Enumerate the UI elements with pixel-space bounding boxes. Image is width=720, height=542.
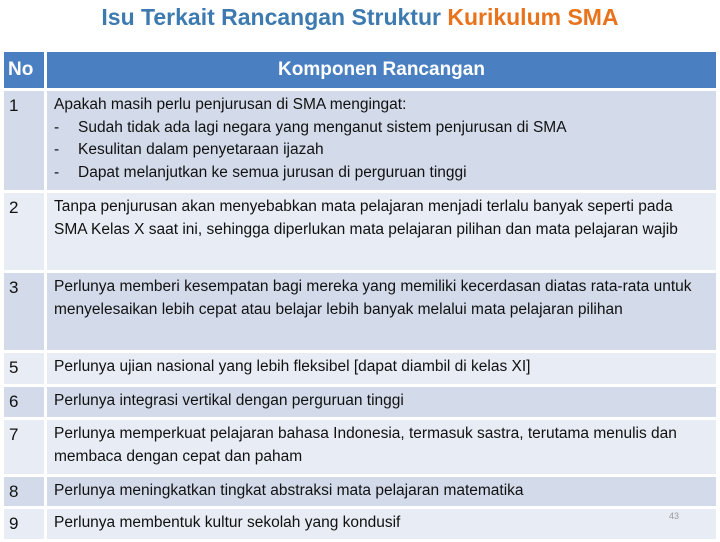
page-number: 43 — [669, 511, 680, 521]
row-number: 2 — [4, 193, 44, 270]
row-number: 6 — [4, 387, 44, 417]
dash-icon: - — [54, 118, 60, 136]
row-number: 9 — [4, 509, 44, 539]
bullet-text: Sudah tidak ada lagi negara yang menganut sistem penjurusan di SMA — [78, 118, 567, 136]
title-main: Isu Terkait Rancangan Struktur — [101, 4, 441, 30]
table-row — [4, 509, 716, 539]
dash-icon: - — [54, 141, 60, 158]
row-number: 1 — [4, 91, 44, 190]
bullet-item — [54, 139, 708, 162]
row-number: 7 — [4, 420, 44, 474]
row-number: 3 — [4, 273, 44, 350]
table-header — [4, 52, 716, 88]
page-title — [0, 4, 720, 31]
row-content: Perlunya memperkuat pelajaran bahasa Indonesia, termasuk sastra, terutama menulis dan membaca dengan cepat dan paham — [47, 420, 716, 474]
row-content: Tanpa penjurusan akan menyebabkan mata pelajaran menjadi terlalu banyak seperti pada SMA Kelas X saat ini, sehingga diperlukan mata pelajaran pilihan dan mata pelajaran wajib — [47, 193, 716, 270]
row-content: Perlunya membentuk kultur sekolah yang kondusif — [47, 509, 716, 539]
row-text: Apakah masih perlu penjurusan di SMA mengingat: — [54, 96, 407, 113]
row-content: Perlunya memberi kesempatan bagi mereka yang memiliki kecerdasan diatas rata-rata untuk menyelesaikan lebih cepat atau belajar lebih banyak melalui mata pelajaran pilihan — [47, 273, 716, 350]
row-number: 8 — [4, 477, 44, 506]
table-row — [4, 353, 716, 384]
row-content: Perlunya meningkatkan tingkat abstraksi mata pelajaran matematika — [47, 477, 716, 506]
row-number: 5 — [4, 353, 44, 384]
table-row — [4, 387, 716, 417]
components-table — [4, 52, 716, 542]
dash-icon: - — [54, 163, 60, 181]
row-content: Perlunya integrasi vertikal dengan perguruan tinggi — [47, 387, 716, 417]
table-row — [4, 91, 716, 190]
header-component: Komponen Rancangan — [47, 52, 716, 88]
bullet-text: Kesulitan dalam penyetaraan ijazah — [78, 141, 324, 158]
table-row — [4, 273, 716, 350]
bullet-item — [54, 117, 708, 140]
table-row — [4, 477, 716, 506]
table-row — [4, 193, 716, 270]
title-accent: Kurikulum SMA — [447, 4, 619, 30]
header-no: No — [4, 52, 44, 88]
bullet-text: Dapat melanjutkan ke semua jurusan di perguruan tinggi — [78, 163, 467, 181]
table-row — [4, 420, 716, 474]
row-content — [47, 91, 716, 190]
bullet-item — [54, 162, 708, 185]
row-content: Perlunya ujian nasional yang lebih fleksibel [dapat diambil di kelas XI] — [47, 353, 716, 384]
